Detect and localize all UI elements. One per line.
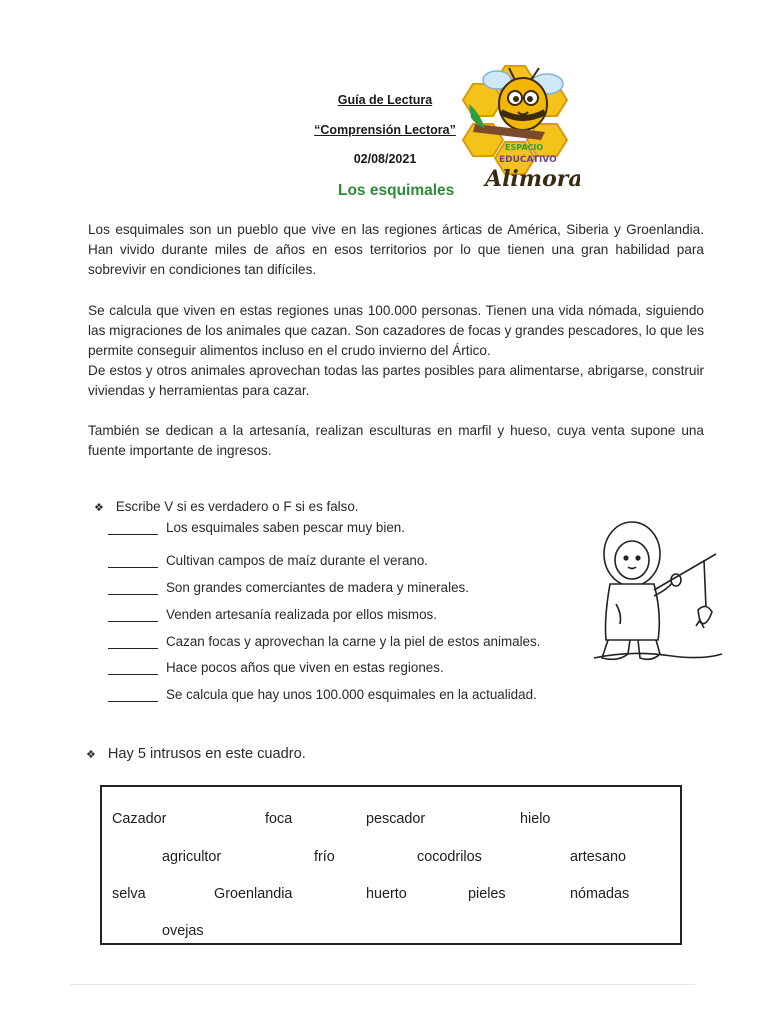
guide-label: Guía de Lectura [337,93,433,107]
statement-row [108,660,444,675]
word-item: nómadas [570,886,630,902]
word-item: Groenlandia [214,886,293,902]
paragraph-3: De estos y otros animales aprovechan todas las partes posibles para alimentarse, abrigarse, construir viviendas y herramientas para cazar. [88,363,704,398]
statement-text: Los esquimales saben pescar muy bien. [166,520,405,535]
answer-blank[interactable] [108,607,158,622]
statement-row [108,687,537,702]
eskimo-fishing-icon [592,518,724,670]
answer-blank[interactable] [108,687,158,702]
word-item: ovejas [162,923,204,939]
diamond-bullet-icon: ❖ [86,749,96,761]
answer-blank[interactable] [108,580,158,595]
statement-row [108,553,428,568]
statement-text: Cultivan campos de maíz durante el verano. [166,553,429,568]
word-item: artesano [570,849,627,865]
statement-text: Venden artesanía realizada por ellos mismos. [166,607,437,622]
word-item: hielo [520,811,551,827]
page-title: Los esquimales [338,182,455,199]
word-item: huerto [366,886,407,902]
word-item: pieles [468,886,506,902]
answer-blank[interactable] [108,634,158,649]
answer-blank[interactable] [108,520,158,535]
statement-row [108,580,469,595]
word-item: selva [112,886,146,902]
word-item: frío [314,849,335,865]
svg-text:Alimora: Alimora [485,166,580,192]
exercise-1-instruction [94,499,359,514]
statement-row [108,520,405,535]
statement-text: Se calcula que hay unos 100.000 esquimales en la actualidad. [166,687,537,702]
paragraph-1: Los esquimales son un pueblo que vive en las regiones árticas de América, Siberia y Groenlandia. Han vivido durante miles de años en esos territorios por lo que tienen una gran habilidad para sobrevivir en condiciones tan difíciles. [88,222,704,277]
answer-blank[interactable] [108,553,158,568]
statement-row [108,634,540,649]
statement-text: Hace pocos años que viven en estas regiones. [166,660,444,675]
statement-text: Son grandes comerciantes de madera y minerales. [166,580,469,595]
exercise-2-text: Hay 5 intrusos en este cuadro. [107,746,306,762]
bee-logo-icon [455,62,580,194]
answer-blank[interactable] [108,660,158,675]
word-box [100,785,682,945]
word-item: pescador [366,811,426,827]
statement-text: Cazan focas y aprovechan la carne y la piel de estos animales. [166,634,541,649]
exercise-2-instruction [86,746,306,762]
word-item: Cazador [112,811,167,827]
word-item: agricultor [162,849,222,865]
svg-text:ESPACIO: ESPACIO [505,143,544,152]
statement-row [108,607,437,622]
paragraph-2: Se calcula que viven en estas regiones unas 100.000 personas. Tienen una vida nómada, siguiendo las migraciones de los animales que cazan. Son cazadores de focas y grandes pescadores, lo que les permite conseguir alimentos incluso en el crudo invierno del Ártico. [88,303,704,358]
exercise-1-text: Escribe V si es verdadero o F si es falso. [115,499,359,514]
svg-text:EDUCATIVO: EDUCATIVO [499,155,557,165]
word-item: cocodrilos [417,849,482,865]
guide-subtitle: “Comprensión Lectora” [314,123,456,137]
paragraph-4: También se dedican a la artesanía, realizan esculturas en marfil y hueso, cuya venta supone una fuente importante de ingresos. [88,423,704,458]
diamond-bullet-icon: ❖ [94,502,104,514]
guide-date: 02/08/2021 [353,152,417,166]
footer-divider [70,984,695,985]
word-item: foca [265,811,293,827]
